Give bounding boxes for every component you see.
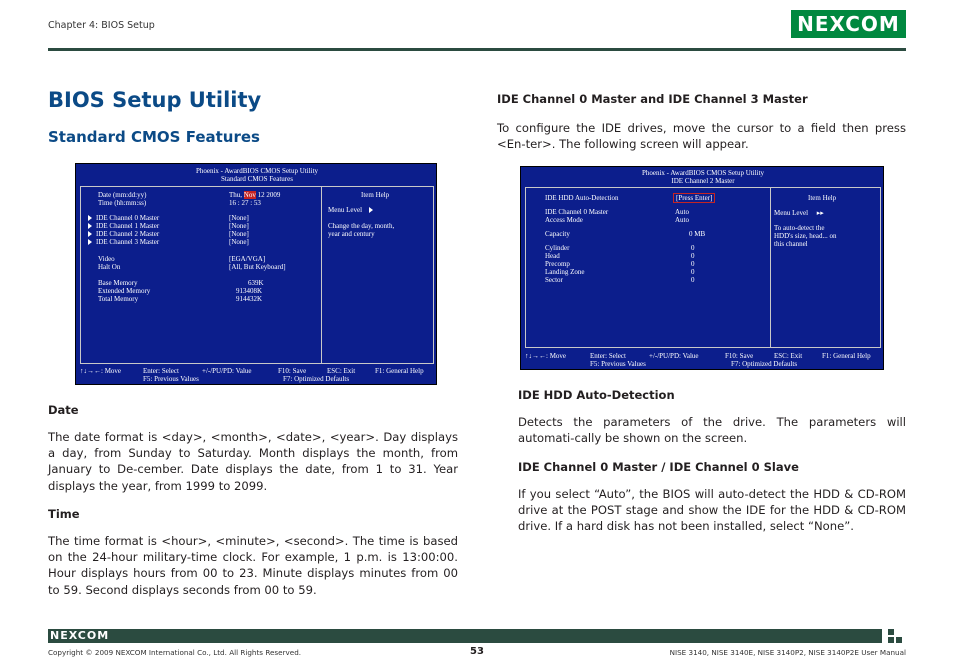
precomp-label: Precomp (545, 260, 570, 268)
base-memory-value: 639K (248, 279, 264, 287)
ide2-label: IDE Channel 2 Master (96, 230, 160, 238)
bios-screen-standard-cmos (75, 163, 437, 385)
logo-text: NEXCOM (797, 12, 900, 36)
ide3-label: IDE Channel 3 Master (96, 238, 160, 246)
footer-exit: ESC: Exit (327, 367, 356, 375)
ide0-value: [None] (229, 214, 249, 222)
footer-move: ↑↓→←: Move (80, 367, 122, 375)
date-month-selected[interactable]: Nov (243, 191, 256, 199)
footer-value: +/-/PU/PD: Value (202, 367, 252, 375)
footer-help: F1: General Help (375, 367, 424, 375)
help2-line-1: To auto-detect the (774, 224, 825, 232)
bios-screen-ide-channel (520, 166, 884, 370)
menu-level-text: Menu Level (328, 206, 363, 214)
date-paragraph: The date format is <day>, <month>, <date>, <year>. Day displays a day, from Sunday to Saturday. Month displays the month, from January to De-cember. Date displays the date, from 1 to 31. Year displays the year, from 1999 to 2099. (48, 430, 458, 493)
ide0-label: IDE Channel 0 Master (96, 214, 160, 222)
press-enter-button[interactable]: [Press Enter] (673, 193, 715, 203)
help-line-1: Change the day, month, (328, 222, 395, 230)
footer-square-2 (888, 637, 894, 643)
halt-label: Halt On (98, 263, 121, 271)
time-paragraph: The time format is <hour>, <minute>, <second>. The time is based on the 24-hour military-time clock. For example, 1 p.m. is 13:00:00. Hour displays hours from 00 to 23. Minute displays minutes from 00 to 59. Second displays seconds from 00 to 59. (48, 534, 458, 597)
ide1-item[interactable] (88, 222, 159, 230)
hdd-auto-detection-heading: IDE HDD Auto-Detection (518, 388, 675, 402)
menu-level2-arrows-icon: ▸▸ (816, 209, 824, 217)
ide2-value: [None] (229, 230, 249, 238)
date-label: Date (mm:dd:yy) (98, 191, 147, 199)
date-rest: 12 2009 (257, 191, 281, 199)
halt-value[interactable]: [All, But Keyboard] (229, 263, 286, 271)
help2-line-3: this channel (774, 240, 808, 248)
auto-detect-label: IDE HDD Auto-Detection (545, 194, 619, 202)
total-memory-value: 914432K (236, 295, 263, 303)
page-title: BIOS Setup Utility (48, 88, 262, 112)
ide1-value: [None] (229, 222, 249, 230)
footer2-save: F10: Save (725, 352, 754, 360)
item-help-title: Item Help (361, 191, 390, 199)
precomp-value: 0 (691, 260, 695, 268)
submenu-arrow-icon (88, 239, 92, 245)
landing-zone-label: Landing Zone (545, 268, 585, 276)
copyright-text: Copyright © 2009 NEXCOM International Co., Ltd. All Rights Reserved. (48, 648, 302, 657)
footer2-prev: F5: Previous Values (590, 360, 646, 368)
master-slave-paragraph: If you select “Auto”, the BIOS will auto-detect the HDD & CD-ROM drive at the POST stage and show the IDE for the HDD & CD-ROM drive. If a hard disk has not been installed, select “None”. (518, 487, 906, 534)
ide3-item[interactable] (88, 238, 159, 246)
footer-logo: NEXCOM (50, 629, 110, 642)
ide-section-heading: IDE Channel 0 Master and IDE Channel 3 Master (497, 92, 808, 106)
ide0-item[interactable] (88, 214, 159, 222)
video-value[interactable]: [EGA/VGA] (229, 255, 266, 263)
ide-intro: To configure the IDE drives, move the cursor to a field then press <En-ter>. The following screen will appear. (497, 121, 906, 152)
footer-bar (48, 629, 882, 643)
footer-prev: F5: Previous Values (143, 375, 199, 383)
hdd-auto-detection-paragraph: Detects the parameters of the drive. The parameters will automati-cally be shown on the screen. (518, 415, 906, 446)
footer2-opt: F7: Optimized Defaults (731, 360, 798, 368)
page-number: 53 (470, 646, 484, 657)
cylinder-label: Cylinder (545, 244, 570, 252)
item-help2-title: Item Help (808, 194, 837, 202)
help2-line-2: HDD's size, head... on (774, 232, 837, 240)
access-mode-label: Access Mode (545, 216, 583, 224)
cylinder-value: 0 (691, 244, 695, 252)
footer-opt: F7: Optimized Defaults (283, 375, 350, 383)
ide2-item[interactable] (88, 230, 159, 238)
date-value (229, 191, 280, 199)
menu-level-label (328, 206, 377, 214)
date-heading: Date (48, 403, 79, 417)
date-day: Thu, (229, 191, 243, 199)
manual-title: NISE 3140, NISE 3140E, NISE 3140P2, NISE 3140P2E User Manual (669, 648, 906, 657)
chapter-label: Chapter 4: BIOS Setup (48, 20, 155, 31)
submenu-arrow-icon (88, 215, 92, 221)
access-mode-value[interactable]: Auto (675, 216, 689, 224)
extended-memory-label: Extended Memory (98, 287, 151, 295)
footer2-help: F1: General Help (822, 352, 871, 360)
extended-memory-value: 913408K (236, 287, 263, 295)
bios-main-frame (80, 186, 434, 364)
nexcom-logo (791, 10, 906, 38)
footer-square-1 (888, 629, 894, 635)
help-line-2: year and century (328, 230, 375, 238)
landing-zone-value: 0 (691, 268, 695, 276)
video-label: Video (98, 255, 115, 263)
bios2-title-1: Phoenix - AwardBIOS CMOS Setup Utility (641, 169, 765, 177)
master-slave-heading: IDE Channel 0 Master / IDE Channel 0 Slave (518, 460, 799, 474)
base-memory-label: Base Memory (98, 279, 138, 287)
footer2-value: +/-/PU/PD: Value (649, 352, 699, 360)
submenu-arrow-icon (88, 231, 92, 237)
menu-level2-text: Menu Level (774, 209, 809, 217)
bios-divider (321, 186, 322, 364)
header-rule (48, 48, 906, 51)
menu-level2-label (774, 209, 824, 217)
total-memory-label: Total Memory (98, 295, 139, 303)
footer-enter: Enter: Select (143, 367, 179, 375)
submenu-arrow-icon (88, 223, 92, 229)
head-value: 0 (691, 252, 695, 260)
bios-title-1: Phoenix - AwardBIOS CMOS Setup Utility (195, 167, 319, 175)
footer2-move: ↑↓→←: Move (525, 352, 567, 360)
ide3-value: [None] (229, 238, 249, 246)
menu-level-arrow-icon (369, 207, 373, 213)
ide0-master-label: IDE Channel 0 Master (545, 208, 609, 216)
footer-square-3 (896, 637, 902, 643)
bios2-title-2: IDE Channel 2 Master (671, 177, 735, 185)
footer-save: F10: Save (278, 367, 307, 375)
ide1-label: IDE Channel 1 Master (96, 222, 160, 230)
bios-title-2: Standard CMOS Features (221, 175, 293, 183)
sector-label: Sector (545, 276, 563, 284)
time-label: Time (hh:mm:ss) (98, 199, 147, 207)
head-label: Head (545, 252, 560, 260)
sector-value: 0 (691, 276, 695, 284)
footer2-enter: Enter: Select (590, 352, 626, 360)
capacity-value: 0 MB (689, 230, 706, 238)
footer2-exit: ESC: Exit (774, 352, 803, 360)
bios2-divider (770, 187, 771, 348)
time-heading: Time (48, 507, 80, 521)
section-title: Standard CMOS Features (48, 128, 260, 146)
ide0-master-value[interactable]: Auto (675, 208, 689, 216)
time-value[interactable]: 16 : 27 : 53 (229, 199, 261, 207)
capacity-label: Capacity (545, 230, 570, 238)
